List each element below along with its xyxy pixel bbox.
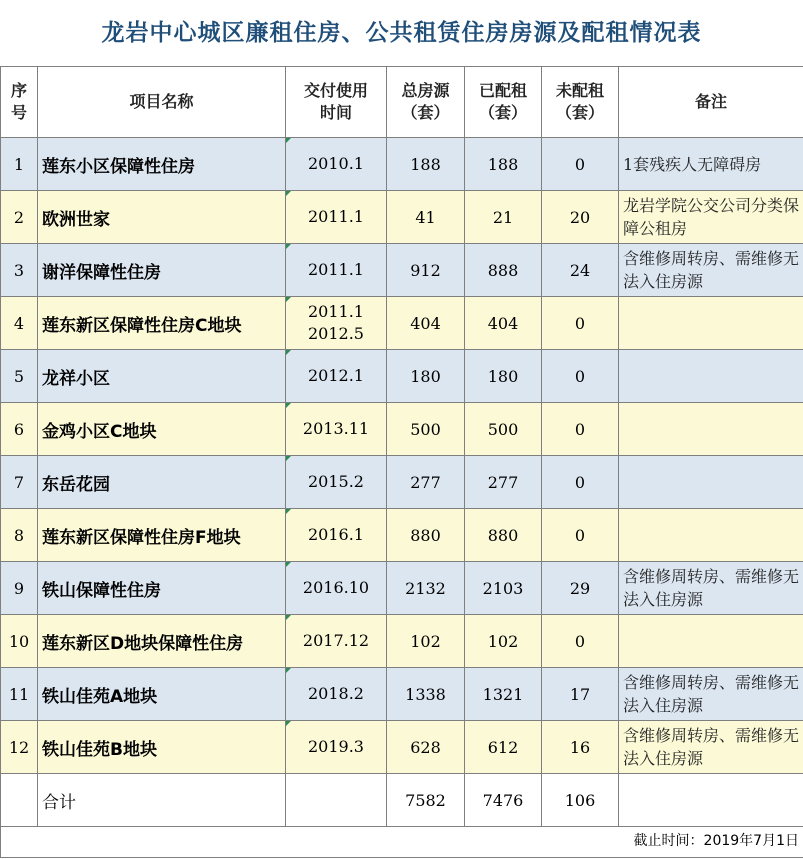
cell-unrented-units: 0 bbox=[542, 403, 619, 456]
cell-remark bbox=[619, 403, 803, 456]
header-unrented: 未配租 （套） bbox=[542, 67, 619, 138]
header-row bbox=[1, 67, 803, 138]
cell-project-name: 欧洲世家 bbox=[38, 191, 286, 244]
cell-total-units: 41 bbox=[387, 191, 465, 244]
header-remark: 备注 bbox=[619, 67, 803, 138]
header-rented: 已配租 （套） bbox=[465, 67, 542, 138]
cell-no: 8 bbox=[1, 509, 38, 562]
table-row bbox=[1, 615, 803, 668]
cell-no: 6 bbox=[1, 403, 38, 456]
cell-delivery-date: 2018.2 bbox=[286, 668, 387, 721]
cell-total-units: 188 bbox=[387, 138, 465, 191]
cell-unrented-units: 24 bbox=[542, 244, 619, 297]
cell-remark: 含维修周转房、需维修无法入住房源 bbox=[619, 668, 803, 721]
cell-project-name: 龙祥小区 bbox=[38, 350, 286, 403]
cell-rented-units: 880 bbox=[465, 509, 542, 562]
total-units: 7582 bbox=[387, 774, 465, 827]
cell-project-name: 铁山保障性住房 bbox=[38, 562, 286, 615]
cell-no: 11 bbox=[1, 668, 38, 721]
cell-delivery-date: 2010.1 bbox=[286, 138, 387, 191]
cell-no: 7 bbox=[1, 456, 38, 509]
table-row bbox=[1, 244, 803, 297]
cell-rented-units: 188 bbox=[465, 138, 542, 191]
table-row bbox=[1, 562, 803, 615]
cell-unrented-units: 29 bbox=[542, 562, 619, 615]
cell-total-units: 2132 bbox=[387, 562, 465, 615]
cell-no: 4 bbox=[1, 297, 38, 350]
cell-remark: 龙岩学院公交公司分类保障公租房 bbox=[619, 191, 803, 244]
cell-total-units: 102 bbox=[387, 615, 465, 668]
total-label: 合计 bbox=[38, 774, 286, 827]
cell-unrented-units: 17 bbox=[542, 668, 619, 721]
cell-remark: 含维修周转房、需维修无法入住房源 bbox=[619, 562, 803, 615]
cell-project-name: 铁山佳苑A地块 bbox=[38, 668, 286, 721]
cell-rented-units: 21 bbox=[465, 191, 542, 244]
cell-delivery-date: 2012.1 bbox=[286, 350, 387, 403]
cell-rented-units: 2103 bbox=[465, 562, 542, 615]
cell-no: 3 bbox=[1, 244, 38, 297]
cell-delivery-date: 2017.12 bbox=[286, 615, 387, 668]
cutoff-date: 截止时间：2019年7月1日 bbox=[0, 825, 803, 858]
cell-unrented-units: 0 bbox=[542, 350, 619, 403]
cell-rented-units: 180 bbox=[465, 350, 542, 403]
housing-table bbox=[0, 66, 803, 827]
total-rented: 7476 bbox=[465, 774, 542, 827]
page-title: 龙岩中心城区廉租住房、公共租赁住房房源及配租情况表 bbox=[101, 20, 702, 46]
cell-remark bbox=[619, 509, 803, 562]
cell-project-name: 铁山佳苑B地块 bbox=[38, 721, 286, 774]
table-row bbox=[1, 721, 803, 774]
table-row bbox=[1, 456, 803, 509]
cell-rented-units: 277 bbox=[465, 456, 542, 509]
table-row bbox=[1, 191, 803, 244]
cell-no bbox=[1, 774, 38, 827]
cell-total-units: 500 bbox=[387, 403, 465, 456]
cell-no: 2 bbox=[1, 191, 38, 244]
cell-remark: 含维修周转房、需维修无法入住房源 bbox=[619, 721, 803, 774]
cell-rented-units: 612 bbox=[465, 721, 542, 774]
cell-total-units: 880 bbox=[387, 509, 465, 562]
cell-unrented-units: 0 bbox=[542, 297, 619, 350]
cell-delivery-date: 2019.3 bbox=[286, 721, 387, 774]
cell-no: 5 bbox=[1, 350, 38, 403]
total-unrented: 106 bbox=[542, 774, 619, 827]
cell-no: 9 bbox=[1, 562, 38, 615]
cell-project-name: 莲东小区保障性住房 bbox=[38, 138, 286, 191]
header-date: 交付使用 时间 bbox=[286, 67, 387, 138]
cell-project-name: 莲东新区保障性住房C地块 bbox=[38, 297, 286, 350]
cell-project-name: 谢洋保障性住房 bbox=[38, 244, 286, 297]
cell-remark bbox=[619, 297, 803, 350]
cell-project-name: 莲东新区D地块保障性住房 bbox=[38, 615, 286, 668]
table-row bbox=[1, 668, 803, 721]
cell-delivery-date: 2011.1 bbox=[286, 244, 387, 297]
cell-remark bbox=[619, 456, 803, 509]
cell-remark bbox=[619, 350, 803, 403]
header-total: 总房源 （套） bbox=[387, 67, 465, 138]
cell-delivery-date: 2015.2 bbox=[286, 456, 387, 509]
cell-total-units: 180 bbox=[387, 350, 465, 403]
cell-remark: 含维修周转房、需维修无法入住房源 bbox=[619, 244, 803, 297]
cell-rented-units: 888 bbox=[465, 244, 542, 297]
cell-unrented-units: 0 bbox=[542, 138, 619, 191]
cell-remark: 1套残疾人无障碍房 bbox=[619, 138, 803, 191]
cell-total-units: 628 bbox=[387, 721, 465, 774]
table-row bbox=[1, 350, 803, 403]
table-row bbox=[1, 403, 803, 456]
cell-delivery-date: 2011.1 bbox=[286, 191, 387, 244]
cell-unrented-units: 20 bbox=[542, 191, 619, 244]
table-row bbox=[1, 138, 803, 191]
cell-remark bbox=[619, 774, 803, 827]
table-row bbox=[1, 297, 803, 350]
cell-no: 12 bbox=[1, 721, 38, 774]
cell-delivery-date: 2011.1 2012.5 bbox=[286, 297, 387, 350]
cell-remark bbox=[619, 615, 803, 668]
cell-unrented-units: 16 bbox=[542, 721, 619, 774]
cell-total-units: 1338 bbox=[387, 668, 465, 721]
total-row bbox=[1, 774, 803, 827]
cell-no: 1 bbox=[1, 138, 38, 191]
cell-project-name: 金鸡小区C地块 bbox=[38, 403, 286, 456]
table-body bbox=[1, 138, 803, 827]
header-no: 序 号 bbox=[1, 67, 38, 138]
cell-rented-units: 102 bbox=[465, 615, 542, 668]
cell-unrented-units: 0 bbox=[542, 509, 619, 562]
cell-project-name: 莲东新区保障性住房F地块 bbox=[38, 509, 286, 562]
cell-project-name: 东岳花园 bbox=[38, 456, 286, 509]
cell-unrented-units: 0 bbox=[542, 615, 619, 668]
header-name: 项目名称 bbox=[38, 67, 286, 138]
cell-total-units: 404 bbox=[387, 297, 465, 350]
cell-delivery-date bbox=[286, 774, 387, 827]
table-row bbox=[1, 509, 803, 562]
cell-total-units: 912 bbox=[387, 244, 465, 297]
cell-delivery-date: 2016.10 bbox=[286, 562, 387, 615]
cell-delivery-date: 2013.11 bbox=[286, 403, 387, 456]
cell-rented-units: 500 bbox=[465, 403, 542, 456]
cell-delivery-date: 2016.1 bbox=[286, 509, 387, 562]
cell-total-units: 277 bbox=[387, 456, 465, 509]
cell-rented-units: 404 bbox=[465, 297, 542, 350]
cell-unrented-units: 0 bbox=[542, 456, 619, 509]
cell-no: 10 bbox=[1, 615, 38, 668]
cell-rented-units: 1321 bbox=[465, 668, 542, 721]
